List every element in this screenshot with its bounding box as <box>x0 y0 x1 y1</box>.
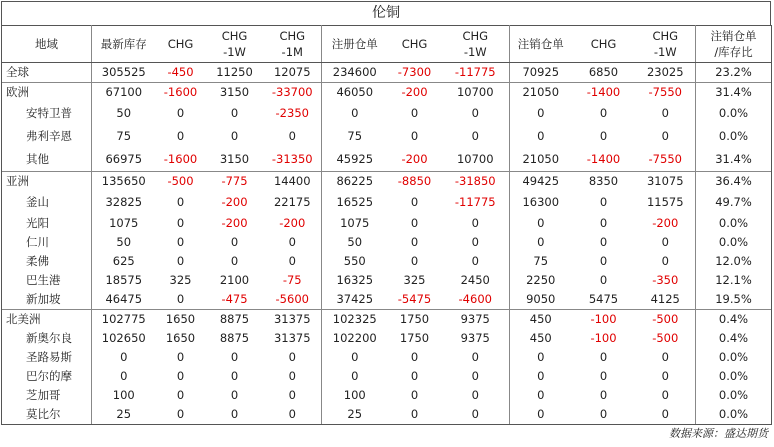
region-name: 仁川 <box>2 233 92 252</box>
cell-col-10: 31075 <box>636 172 696 192</box>
table-row <box>2 102 772 125</box>
cell-col-1: 102775 <box>92 310 156 330</box>
cell-col-4: 31375 <box>264 310 322 330</box>
cell-col-5: 37425 <box>336 292 374 306</box>
cell-col-11: 0.0% <box>696 233 772 252</box>
cell-col-11: 19.5% <box>696 290 772 310</box>
region-name: 新加坡 <box>2 290 92 310</box>
cell-col-6: 0 <box>388 405 442 425</box>
cell-col-1: 50 <box>116 106 132 120</box>
cell-col-2: 0 <box>176 235 185 249</box>
cell-col-9: 0 <box>599 195 608 209</box>
cell-col-4: 0 <box>264 252 322 271</box>
cell-col-8: 21050 <box>522 152 560 166</box>
region-name: 芝加哥 <box>2 386 92 405</box>
cell-col-7: 0 <box>442 405 510 425</box>
cell-col-1: 135650 <box>92 172 156 192</box>
table-row <box>2 252 772 271</box>
cell-col-4: 0 <box>264 386 322 405</box>
cell-col-5: 16525 <box>336 195 374 209</box>
cell-col-10: -500 <box>636 329 696 348</box>
cell-col-9: 0 <box>599 350 608 364</box>
cell-col-5: 75 <box>347 129 363 143</box>
cell-col-2: 0 <box>176 369 185 383</box>
cell-col-4: -200 <box>264 214 322 233</box>
cell-col-10: 0 <box>636 252 696 271</box>
cell-col-5: 46050 <box>322 83 388 103</box>
cell-col-11: 0.4% <box>696 329 772 348</box>
cell-col-6: -200 <box>401 152 428 166</box>
region-name: 欧洲 <box>2 83 92 103</box>
cell-col-2: 0 <box>176 106 185 120</box>
region-name: 北美洲 <box>2 310 92 330</box>
cell-col-11: 0.0% <box>696 214 772 233</box>
cell-col-6: 0 <box>410 254 419 268</box>
cell-col-2: 0 <box>176 216 185 230</box>
cell-col-4: 22175 <box>264 191 322 214</box>
cell-col-2: 0 <box>176 292 185 306</box>
cell-col-11: 12.0% <box>696 252 772 271</box>
column-header-4: CHG -1M <box>264 26 322 63</box>
cell-col-1: 46475 <box>105 292 143 306</box>
cell-col-8: 0 <box>537 129 545 143</box>
cell-col-1: 66975 <box>105 152 143 166</box>
cell-col-5: 0 <box>351 350 359 364</box>
cell-col-6: 0 <box>410 350 419 364</box>
cell-col-5: 102325 <box>322 310 388 330</box>
region-name: 巴尔的摩 <box>2 367 92 386</box>
cell-col-6: 0 <box>410 195 419 209</box>
cell-col-4: 0 <box>264 348 322 367</box>
table-row <box>2 329 772 348</box>
cell-col-9: -100 <box>590 331 617 345</box>
column-header-11: 注销仓单 /库存比 <box>696 26 772 63</box>
table-row <box>2 290 772 310</box>
table-header <box>2 26 772 63</box>
region-name: 新奥尔良 <box>2 329 92 348</box>
cell-col-2: 0 <box>176 388 185 402</box>
cell-col-5: 86225 <box>322 172 388 192</box>
cell-col-1: 102650 <box>101 331 146 345</box>
cell-col-6: -8850 <box>388 172 442 192</box>
region-name: 光阳 <box>2 214 92 233</box>
cell-col-3: -775 <box>206 172 264 192</box>
cell-col-2: 0 <box>176 129 185 143</box>
cell-col-4: 0 <box>264 233 322 252</box>
cell-col-7: 0 <box>442 348 510 367</box>
cell-col-8: 75 <box>533 254 549 268</box>
cell-col-11: 49.7% <box>696 191 772 214</box>
cell-col-9: 0 <box>599 254 608 268</box>
cell-col-9: -1400 <box>572 83 636 103</box>
cell-col-2: -500 <box>156 172 206 192</box>
table-row <box>2 386 772 405</box>
cell-col-6: 0 <box>410 129 419 143</box>
cell-col-1: 67100 <box>92 83 156 103</box>
header-row <box>2 26 772 63</box>
cell-col-10: -500 <box>636 310 696 330</box>
cell-col-3: 8875 <box>219 331 250 345</box>
cell-col-10: -7550 <box>636 83 696 103</box>
cell-col-9: 5475 <box>588 292 619 306</box>
cell-col-1: 18575 <box>105 273 143 287</box>
column-header-2: CHG <box>156 26 206 63</box>
cell-col-5: 234600 <box>332 65 377 79</box>
cell-col-7: -11775 <box>442 63 510 83</box>
table-row <box>2 148 772 172</box>
cell-col-3: 0 <box>230 369 239 383</box>
cell-col-10: -350 <box>636 271 696 290</box>
cell-col-8: 9050 <box>526 292 556 306</box>
cell-col-9: 0 <box>599 369 608 383</box>
cell-col-5: 100 <box>343 388 366 402</box>
cell-col-2: 0 <box>176 195 185 209</box>
table-row <box>2 63 772 83</box>
cell-col-5: 102200 <box>332 331 377 345</box>
cell-col-7: 9375 <box>442 310 510 330</box>
table-row <box>2 310 772 330</box>
cell-col-8: 450 <box>529 331 552 345</box>
cell-col-8: 0 <box>537 350 545 364</box>
cell-col-10: -7550 <box>636 148 696 172</box>
cell-col-2: -1600 <box>163 152 198 166</box>
cell-col-9: 0 <box>572 405 636 425</box>
cell-col-9: 8350 <box>572 172 636 192</box>
cell-col-7: -31850 <box>442 172 510 192</box>
table-row <box>2 348 772 367</box>
cell-col-11: 36.4% <box>696 172 772 192</box>
cell-col-6: 0 <box>410 388 419 402</box>
column-header-0: 地域 <box>2 26 92 63</box>
cell-col-4: -33700 <box>264 83 322 103</box>
cell-col-8: 16300 <box>522 195 560 209</box>
cell-col-3: -475 <box>221 292 248 306</box>
inventory-table <box>1 25 772 425</box>
cell-col-8: 2250 <box>526 273 556 287</box>
cell-col-8: 0 <box>510 405 572 425</box>
table-title: 伦铜 <box>1 1 771 25</box>
cell-col-9: 6850 <box>588 65 619 79</box>
cell-col-6: 0 <box>410 369 419 383</box>
cell-col-9: 0 <box>599 216 608 230</box>
cell-col-6: 1750 <box>388 310 442 330</box>
data-source-note: 数据来源：盛达期货 <box>669 427 768 440</box>
cell-col-10: 0 <box>636 367 696 386</box>
cell-col-1: 1075 <box>109 216 139 230</box>
region-name: 柔佛 <box>2 252 92 271</box>
table-row <box>2 367 772 386</box>
cell-col-1: 625 <box>112 254 135 268</box>
cell-col-6: 0 <box>410 216 419 230</box>
cell-col-9: 0 <box>599 273 608 287</box>
region-name: 圣路易斯 <box>2 348 92 367</box>
cell-col-10: 0 <box>636 405 696 425</box>
cell-col-3: 0 <box>230 235 239 249</box>
cell-col-3: -200 <box>221 216 248 230</box>
cell-col-11: 12.1% <box>696 271 772 290</box>
cell-col-11: 0.0% <box>696 102 772 125</box>
table-row <box>2 172 772 192</box>
cell-col-4: 0 <box>264 125 322 148</box>
cell-col-7: 0 <box>442 252 510 271</box>
cell-col-1: 25 <box>92 405 156 425</box>
report-container <box>1 1 771 445</box>
cell-col-3: 0 <box>206 405 264 425</box>
cell-col-1: 32825 <box>105 195 143 209</box>
cell-col-10: 0 <box>636 233 696 252</box>
table-row <box>2 405 772 425</box>
cell-col-3: 11250 <box>216 65 253 79</box>
cell-col-11: 0.0% <box>696 125 772 148</box>
cell-col-8: 49425 <box>510 172 572 192</box>
cell-col-11: 0.0% <box>696 405 772 425</box>
cell-col-6: -7300 <box>397 65 432 79</box>
cell-col-10: 0 <box>636 102 696 125</box>
cell-col-6: -200 <box>388 83 442 103</box>
cell-col-5: 550 <box>343 254 366 268</box>
cell-col-1: 75 <box>116 129 132 143</box>
cell-col-2: 0 <box>156 405 206 425</box>
cell-col-1: 305525 <box>101 65 146 79</box>
cell-col-4: 14400 <box>264 172 322 192</box>
table-body <box>2 63 772 425</box>
cell-col-3: 0 <box>230 350 239 364</box>
cell-col-7: 0 <box>442 214 510 233</box>
table-row <box>2 233 772 252</box>
cell-col-7: 0 <box>442 386 510 405</box>
table-row <box>2 214 772 233</box>
cell-col-9: 0 <box>599 106 608 120</box>
cell-col-8: 70925 <box>522 65 560 79</box>
column-header-9: CHG <box>572 26 636 63</box>
region-name: 弗利辛恩 <box>2 125 92 148</box>
cell-col-10: 4125 <box>636 290 696 310</box>
cell-col-9: -1400 <box>586 152 621 166</box>
cell-col-11: 0.4% <box>696 310 772 330</box>
cell-col-8: 0 <box>537 106 545 120</box>
column-header-6: CHG <box>388 26 442 63</box>
cell-col-4: 12075 <box>264 63 322 83</box>
cell-col-3: 3150 <box>206 83 264 103</box>
cell-col-3: 0 <box>230 129 239 143</box>
region-name: 莫比尔 <box>2 405 92 425</box>
cell-col-2: -1600 <box>156 83 206 103</box>
cell-col-10: 23025 <box>636 63 696 83</box>
cell-col-5: 1075 <box>340 216 370 230</box>
cell-col-1: 0 <box>120 350 128 364</box>
cell-col-5: 0 <box>351 106 359 120</box>
cell-col-11: 23.2% <box>696 63 772 83</box>
cell-col-1: 0 <box>120 369 128 383</box>
region-name: 其他 <box>2 148 92 172</box>
cell-col-5: 50 <box>347 235 363 249</box>
cell-col-8: 0 <box>537 369 545 383</box>
cell-col-4: -2350 <box>264 102 322 125</box>
column-header-5: 注册仓单 <box>322 26 388 63</box>
cell-col-10: -200 <box>636 214 696 233</box>
cell-col-6: 1750 <box>399 331 430 345</box>
region-name: 安特卫普 <box>2 102 92 125</box>
cell-col-11: 0.0% <box>696 386 772 405</box>
cell-col-6: 0 <box>410 106 419 120</box>
column-header-7: CHG -1W <box>442 26 510 63</box>
cell-col-9: 0 <box>599 129 608 143</box>
cell-col-5: 16325 <box>336 273 374 287</box>
region-name: 釜山 <box>2 191 92 214</box>
cell-col-9: 0 <box>599 235 608 249</box>
cell-col-7: -4600 <box>442 290 510 310</box>
table-row <box>2 271 772 290</box>
column-header-1: 最新库存 <box>92 26 156 63</box>
cell-col-2: 325 <box>169 273 192 287</box>
cell-col-9: -100 <box>572 310 636 330</box>
cell-col-8: 0 <box>537 216 545 230</box>
cell-col-3: 0 <box>230 254 239 268</box>
cell-col-4: -31350 <box>264 148 322 172</box>
cell-col-7: 0 <box>442 367 510 386</box>
cell-col-7: -11775 <box>442 191 510 214</box>
cell-col-11: 31.4% <box>696 83 772 103</box>
cell-col-10: 0 <box>636 125 696 148</box>
cell-col-6: -5475 <box>397 292 432 306</box>
cell-col-4: 0 <box>264 405 322 425</box>
cell-col-7: 0 <box>442 233 510 252</box>
cell-col-11: 31.4% <box>696 148 772 172</box>
cell-col-11: 0.0% <box>696 367 772 386</box>
cell-col-7: 0 <box>442 102 510 125</box>
cell-col-3: 0 <box>230 388 239 402</box>
region-name: 巴生港 <box>2 271 92 290</box>
cell-col-8: 0 <box>537 235 545 249</box>
cell-col-8: 21050 <box>510 83 572 103</box>
cell-col-2: 1650 <box>165 331 196 345</box>
cell-col-3: 8875 <box>206 310 264 330</box>
cell-col-7: 9375 <box>442 329 510 348</box>
cell-col-9: 0 <box>599 388 608 402</box>
cell-col-2: 0 <box>176 254 185 268</box>
cell-col-1: 100 <box>112 388 135 402</box>
cell-col-7: 10700 <box>442 148 510 172</box>
cell-col-10: 0 <box>636 386 696 405</box>
cell-col-5: 45925 <box>336 152 374 166</box>
column-header-8: 注销仓单 <box>510 26 572 63</box>
cell-col-3: 2100 <box>219 273 250 287</box>
cell-col-7: 2450 <box>442 271 510 290</box>
cell-col-4: -75 <box>264 271 322 290</box>
cell-col-8: 0 <box>537 388 545 402</box>
cell-col-11: 0.0% <box>696 348 772 367</box>
cell-col-10: 0 <box>636 348 696 367</box>
cell-col-4: 31375 <box>264 329 322 348</box>
region-name: 全球 <box>2 63 92 83</box>
cell-col-3: -200 <box>221 195 248 209</box>
cell-col-5: 25 <box>322 405 388 425</box>
cell-col-3: 0 <box>230 106 239 120</box>
cell-col-8: 450 <box>510 310 572 330</box>
cell-col-7: 0 <box>442 125 510 148</box>
cell-col-2: 0 <box>176 350 185 364</box>
cell-col-1: 50 <box>116 235 132 249</box>
cell-col-2: -450 <box>167 65 194 79</box>
column-header-10: CHG -1W <box>636 26 696 63</box>
table-row <box>2 125 772 148</box>
table-row <box>2 191 772 214</box>
cell-col-7: 10700 <box>442 83 510 103</box>
table-row <box>2 83 772 103</box>
cell-col-10: 11575 <box>636 191 696 214</box>
cell-col-3: 3150 <box>219 152 250 166</box>
cell-col-6: 0 <box>410 235 419 249</box>
cell-col-4: 0 <box>264 367 322 386</box>
cell-col-6: 325 <box>403 273 426 287</box>
region-name: 亚洲 <box>2 172 92 192</box>
cell-col-2: 1650 <box>156 310 206 330</box>
cell-col-5: 0 <box>351 369 359 383</box>
column-header-3: CHG -1W <box>206 26 264 63</box>
cell-col-4: -5600 <box>264 290 322 310</box>
